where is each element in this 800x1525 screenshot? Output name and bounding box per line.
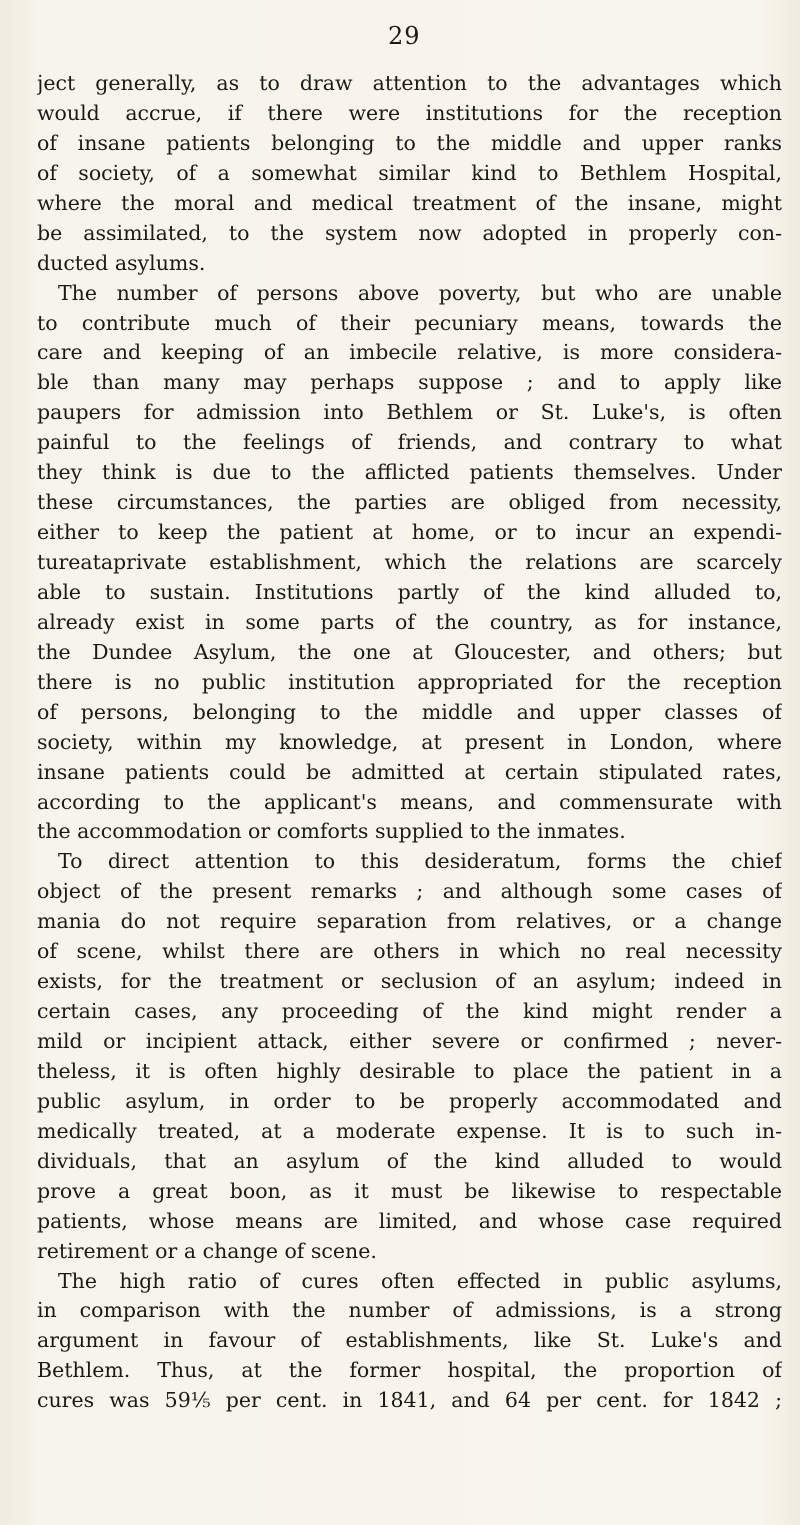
text-line: insane patients could be admitted at certain stipulated rates, xyxy=(37,759,782,784)
text-line: of insane patients belonging to the middle and upper ranks xyxy=(37,130,782,155)
text-line: would accrue, if there were institutions for the reception xyxy=(37,100,782,125)
text-line: in comparison with the number of admissions, is a strong xyxy=(37,1298,782,1323)
text-line: public asylum, in order to be properly accommodated and xyxy=(37,1088,782,1113)
text-line: Bethlem. Thus, at the former hospital, the proportion of xyxy=(37,1358,782,1383)
text-line: of society, of a somewhat similar kind to Bethlem Hospital, xyxy=(37,160,782,185)
page-number: 29 xyxy=(388,22,421,50)
text-line: paupers for admission into Bethlem or St. Luke's, is often xyxy=(37,400,782,425)
text-line: already exist in some parts of the country, as for instance, xyxy=(37,609,782,634)
text-line: either to keep the patient at home, or to incur an expendi- xyxy=(37,520,782,545)
paragraph-start-line: The number of persons above poverty, but who are unable xyxy=(58,280,782,305)
text-line: they think is due to the afflicted patients themselves. Under xyxy=(37,460,782,485)
text-line: tureataprivate establishment, which the relations are scarcely xyxy=(37,550,782,574)
text-line: retirement or a change of scene. xyxy=(37,1238,377,1263)
text-line: to contribute much of their pecuniary means, towards the xyxy=(37,310,782,335)
text-line: object of the present remarks ; and although some cases of xyxy=(37,879,782,904)
text-line: ducted asylums. xyxy=(37,250,206,275)
text-line: according to the applicant's means, and commensurate with xyxy=(37,789,782,814)
text-line: these circumstances, the parties are obliged from necessity, xyxy=(37,490,782,515)
paragraph-start-line: To direct attention to this desideratum, forms the chief xyxy=(58,849,782,874)
text-line: mania do not require separation from relatives, or a change xyxy=(37,909,782,934)
text-line: ject generally, as to draw attention to the advantages which xyxy=(37,71,782,95)
text-line: medically treated, at a moderate expense. It is to such in- xyxy=(37,1118,782,1143)
text-line: prove a great boon, as it must be likewise to respectable xyxy=(37,1178,782,1203)
text-line: mild or incipient attack, either severe or confirmed ; never- xyxy=(37,1029,782,1053)
text-line: care and keeping of an imbecile relative, is more considera- xyxy=(37,340,782,365)
text-line: theless, it is often highly desirable to place the patient in a xyxy=(37,1058,782,1083)
text-line: ble than many may perhaps suppose ; and to apply like xyxy=(37,370,782,395)
text-line: the accommodation or comforts supplied to the inmates. xyxy=(37,819,626,844)
text-line: able to sustain. Institutions partly of the kind alluded to, xyxy=(37,579,782,604)
text-line: argument in favour of establishments, like St. Luke's and xyxy=(37,1328,782,1353)
text-line: dividuals, that an asylum of the kind alluded to would xyxy=(37,1148,782,1173)
text-line: patients, whose means are limited, and whose case required xyxy=(37,1208,782,1233)
text-line: of scene, whilst there are others in which no real necessity xyxy=(37,939,782,964)
text-line: cures was 59⅕ per cent. in 1841, and 64 per cent. for 1842 ; xyxy=(37,1388,782,1413)
text-line: where the moral and medical treatment of the insane, might xyxy=(37,190,782,215)
text-line: the Dundee Asylum, the one at Gloucester, and others; but xyxy=(37,639,782,664)
text-line: society, within my knowledge, at present in London, where xyxy=(37,729,782,754)
body-text xyxy=(37,69,782,1416)
text-line: exists, for the treatment or seclusion of an asylum; indeed in xyxy=(37,969,782,994)
text-line: certain cases, any proceeding of the kind might render a xyxy=(37,999,782,1024)
text-line: of persons, belonging to the middle and upper classes of xyxy=(37,699,782,724)
text-line: be assimilated, to the system now adopted in properly con- xyxy=(37,220,782,245)
text-line: painful to the feelings of friends, and contrary to what xyxy=(37,430,782,455)
paragraph-start-line: The high ratio of cures often effected in public asylums, xyxy=(58,1268,782,1293)
text-line: there is no public institution appropriated for the reception xyxy=(37,669,782,694)
